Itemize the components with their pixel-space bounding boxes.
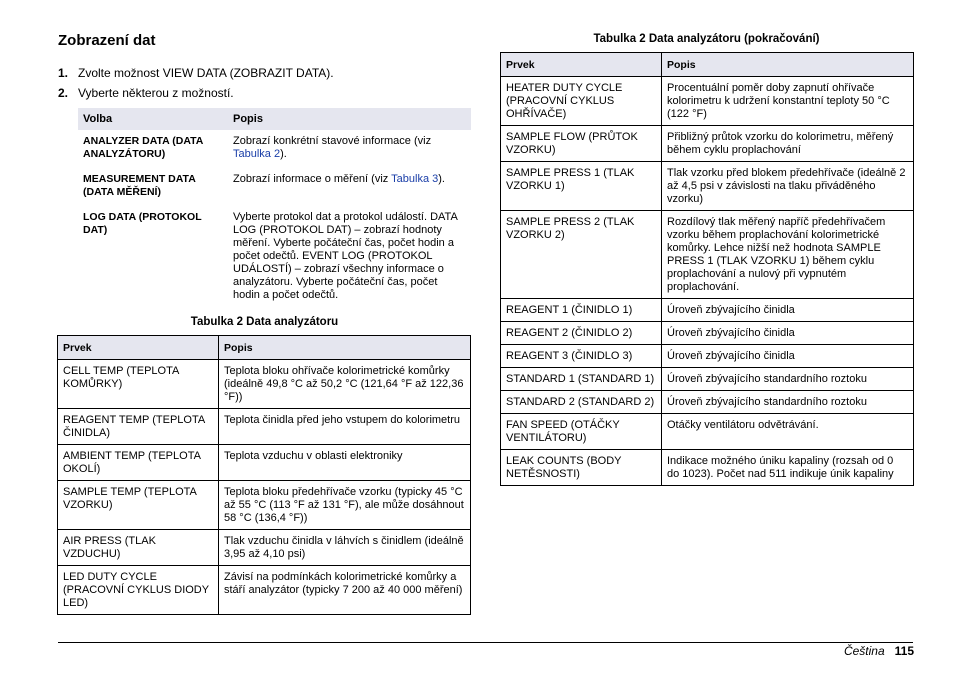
analyzer-data-table-continued: [500, 52, 914, 486]
desc-cell: Procentuální poměr doby zapnutí ohřívače kolorimetru k udržení konstantní teploty 50 °C (122 °F): [662, 77, 914, 126]
step-number: 2.: [58, 86, 69, 100]
table-row: [501, 368, 914, 391]
desc-cell: Tlak vzduchu činidla v láhvích s činidlem (ideálně 3,95 až 4,10 psi): [219, 530, 471, 566]
steps-list: [58, 66, 334, 106]
table-row: [78, 168, 471, 206]
table-caption: Tabulka 2 Data analyzátoru (pokračování): [593, 33, 820, 45]
item-cell: AIR PRESS (TLAK VZDUCHU): [58, 530, 219, 566]
item-cell: REAGENT 2 (ČINIDLO 2): [501, 322, 662, 345]
option-description: Zobrazí informace o měření (viz Tabulka 3).: [233, 173, 445, 185]
desc-cell: Teplota bloku předehřívače vzorku (typicky 45 °C až 55 °C (113 °F až 131 °F), ale může dosáhnout 58 °C (136,4 °F)): [219, 481, 471, 530]
page-footer: [844, 644, 914, 658]
option-description: Zobrazí konkrétní stavové informace (viz Tabulka 2).: [233, 135, 432, 160]
step-text: Vyberte některou z možností.: [78, 86, 234, 100]
desc-cell: Rozdílový tlak měřený napříč předehřívačem vzorku během proplachování kolorimetrické komůrky. Lehce nižší než hodnota SAMPLE PRESS 1 (TLAK VZORKU 1) během cyklu proplachování a nulový při vypnutém proplachování.: [662, 211, 914, 299]
item-cell: AMBIENT TEMP (TEPLOTA OKOLÍ): [58, 445, 219, 481]
desc-cell: Otáčky ventilátoru odvětrávání.: [662, 414, 914, 450]
item-cell: REAGENT 3 (ČINIDLO 3): [501, 345, 662, 368]
column-header: Prvek: [58, 336, 219, 360]
item-cell: FAN SPEED (OTÁČKY VENTILÁTORU): [501, 414, 662, 450]
step-item: [58, 66, 334, 86]
item-cell: SAMPLE FLOW (PRŮTOK VZORKU): [501, 126, 662, 162]
desc-cell: Teplota vzduchu v oblasti elektroniky: [219, 445, 471, 481]
page-title: Zobrazení dat: [58, 32, 156, 49]
table-row: [501, 450, 914, 486]
desc-cell: Indikace možného úniku kapaliny (rozsah od 0 do 1023). Počet nad 511 indikuje únik kapaliny: [662, 450, 914, 486]
item-cell: LEAK COUNTS (BODY NETĚSNOSTI): [501, 450, 662, 486]
table-row: [501, 162, 914, 211]
step-item: [58, 86, 334, 106]
item-cell: SAMPLE PRESS 1 (TLAK VZORKU 1): [501, 162, 662, 211]
item-cell: CELL TEMP (TEPLOTA KOMŮRKY): [58, 360, 219, 409]
table-row: [78, 206, 471, 309]
item-cell: STANDARD 1 (STANDARD 1): [501, 368, 662, 391]
item-cell: SAMPLE PRESS 2 (TLAK VZORKU 2): [501, 211, 662, 299]
desc-cell: Závisí na podmínkách kolorimetrické komůrky a stáří analyzátor (typicky 7 200 až 40 000 měření): [219, 566, 471, 615]
option-key: LOG DATA (PROTOKOL DAT): [83, 211, 202, 236]
desc-cell: Úroveň zbývajícího standardního roztoku: [662, 391, 914, 414]
desc-cell: Teplota činidla před jeho vstupem do kolorimetru: [219, 409, 471, 445]
desc-cell: Tlak vzorku před blokem předehřívače (ideálně 2 až 4,5 psi v závislosti na tlaku přiváděného vzorku): [662, 162, 914, 211]
footer-divider: [58, 642, 913, 643]
table-row: [58, 445, 471, 481]
table-link[interactable]: Tabulka 2: [233, 148, 281, 160]
option-description: Vyberte protokol dat a protokol událostí. DATA LOG (PROTOKOL DAT) – zobrazí hodnoty měření. Vyberte počáteční čas, počet hodin a počet odečtů. EVENT LOG (PROTOKOL UDÁLOSTÍ) – zobrazí všechny informace o analyzátoru. Vyberte počáteční čas, počet hodin a počet odečtů.: [233, 211, 458, 301]
table-row: [501, 126, 914, 162]
item-cell: STANDARD 2 (STANDARD 2): [501, 391, 662, 414]
item-cell: SAMPLE TEMP (TEPLOTA VZORKU): [58, 481, 219, 530]
header-row: [58, 336, 471, 360]
footer-language: Čeština: [843, 644, 885, 658]
desc-cell: Úroveň zbývajícího standardního roztoku: [662, 368, 914, 391]
options-table: [78, 108, 471, 309]
page-number: 115: [894, 644, 914, 658]
column-header: Volba: [78, 108, 228, 130]
table-row: [58, 566, 471, 615]
step-text: Zvolte možnost VIEW DATA (ZOBRAZIT DATA).: [78, 66, 334, 80]
table-row: [58, 481, 471, 530]
analyzer-data-table: [57, 335, 471, 615]
table-row: [501, 211, 914, 299]
table-link[interactable]: Tabulka 3: [391, 173, 439, 185]
column-header: Popis: [662, 53, 914, 77]
item-cell: REAGENT TEMP (TEPLOTA ČINIDLA): [58, 409, 219, 445]
header-row: [501, 53, 914, 77]
table-row: [501, 391, 914, 414]
option-key: ANALYZER DATA (DATA ANALYZÁTORU): [83, 135, 203, 160]
column-header: Popis: [219, 336, 471, 360]
table-row: [501, 322, 914, 345]
desc-cell: Přibližný průtok vzorku do kolorimetru, měřený během cyklu proplachování: [662, 126, 914, 162]
item-cell: REAGENT 1 (ČINIDLO 1): [501, 299, 662, 322]
table-row: [501, 345, 914, 368]
options-header-row: [78, 108, 471, 130]
desc-cell: Teplota bloku ohřívače kolorimetrické komůrky (ideálně 49,8 °C až 50,2 °C (121,64 °F až 122,36 °F)): [219, 360, 471, 409]
step-number: 1.: [58, 66, 69, 80]
table-row: [501, 299, 914, 322]
table-row: [58, 360, 471, 409]
desc-cell: Úroveň zbývajícího činidla: [662, 299, 914, 322]
table-row: [58, 409, 471, 445]
column-header: Prvek: [501, 53, 662, 77]
table-caption: Tabulka 2 Data analyzátoru: [190, 316, 339, 328]
option-key: MEASUREMENT DATA (DATA MĚŘENÍ): [83, 173, 196, 198]
desc-cell: Úroveň zbývajícího činidla: [662, 345, 914, 368]
table-row: [58, 530, 471, 566]
table-row: [501, 77, 914, 126]
column-header: Popis: [228, 108, 471, 130]
table-row: [501, 414, 914, 450]
item-cell: LED DUTY CYCLE (PRACOVNÍ CYKLUS DIODY LED): [58, 566, 219, 615]
item-cell: HEATER DUTY CYCLE (PRACOVNÍ CYKLUS OHŘÍVAČE): [501, 77, 662, 126]
desc-cell: Úroveň zbývajícího činidla: [662, 322, 914, 345]
table-row: [78, 130, 471, 168]
